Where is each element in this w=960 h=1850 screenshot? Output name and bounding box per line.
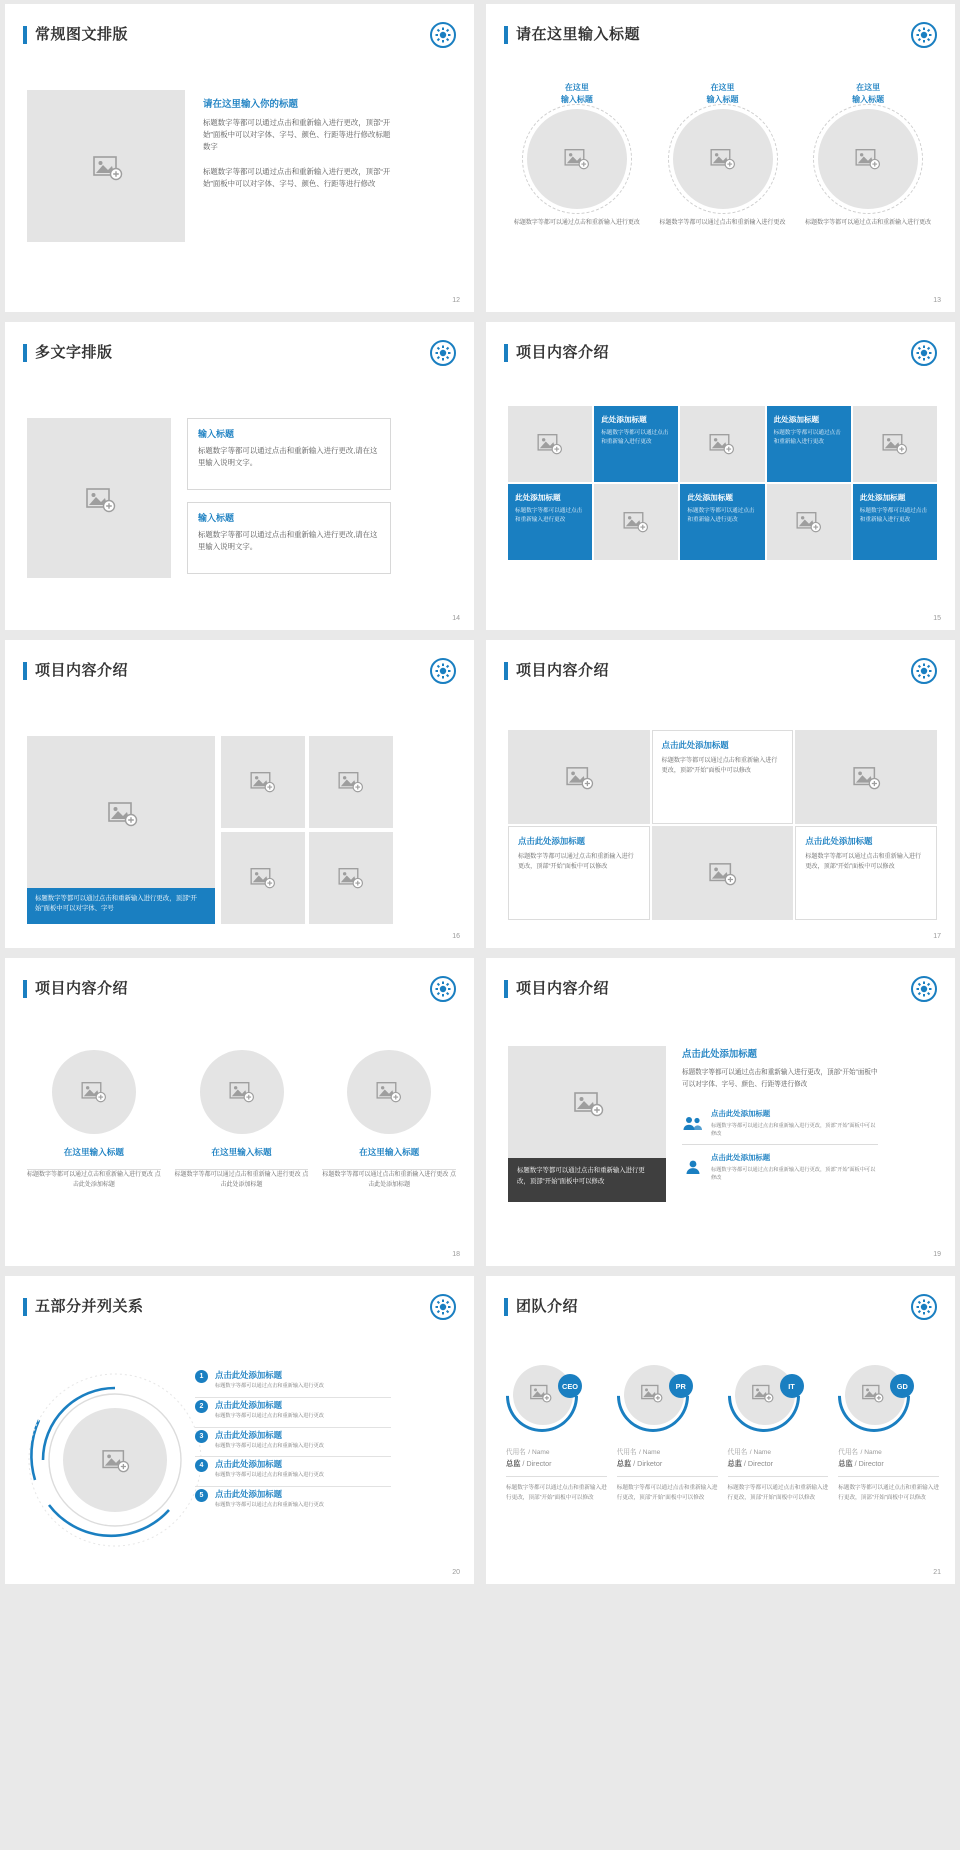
item-text: 标题数字等都可以通过点击和重新输入进行更改 点击此处添加标题	[322, 1172, 457, 1189]
list-item[interactable]	[195, 1368, 391, 1397]
circle-label: 在这里 输入标题	[560, 83, 593, 104]
member-role-cn: 总监	[616, 1459, 632, 1468]
team-member[interactable]	[838, 1360, 939, 1503]
paragraph: 标题数字等都可以通过点击和重新输入进行更改，顶部“开始”面板中可以对字体、字号、颜色、行距等进行修改	[682, 1069, 878, 1088]
role-badge: CEO	[558, 1374, 582, 1398]
member-role-en: Director	[858, 1459, 884, 1468]
image-icon	[93, 155, 119, 177]
image-placeholder[interactable]	[309, 736, 393, 828]
member-bio: 标题数字等都可以通过点击和重新输入进行更改，顶部“开始”面板中可以修改	[838, 1485, 939, 1501]
avatar[interactable]	[728, 1360, 800, 1432]
divider	[838, 1476, 939, 1477]
divider	[617, 1476, 718, 1477]
image-icon	[710, 148, 736, 170]
member-name	[728, 1446, 829, 1456]
mosaic-grid	[508, 730, 937, 920]
item-number: 3	[195, 1430, 208, 1443]
image-icon	[86, 487, 112, 509]
image-placeholder[interactable]	[508, 730, 650, 824]
logo-icon	[430, 658, 456, 684]
slide-header	[23, 1296, 456, 1330]
avatar[interactable]	[617, 1360, 689, 1432]
item-heading: 点击此处添加标题	[215, 1399, 282, 1410]
text-block	[682, 1046, 878, 1188]
image-placeholder[interactable]	[52, 1050, 136, 1134]
item-heading: 在这里输入标题	[63, 1147, 124, 1157]
image-icon	[623, 511, 649, 533]
logo-icon	[430, 22, 456, 48]
image-icon	[530, 1384, 556, 1406]
slide-header	[504, 1296, 937, 1330]
image-icon	[102, 1449, 128, 1471]
image-placeholder[interactable]	[221, 832, 305, 924]
logo-icon	[911, 1294, 937, 1320]
info-card[interactable]	[594, 406, 678, 482]
image-placeholder[interactable]	[818, 109, 918, 209]
info-card[interactable]	[853, 484, 937, 560]
content-heading: 请在这里输入你的标题	[203, 99, 299, 110]
image-icon	[709, 862, 735, 884]
role-badge: PR	[669, 1374, 693, 1398]
image-icon	[709, 433, 735, 455]
image-icon	[882, 433, 908, 455]
item-text: 标题数字等都可以通过点击和重新输入进行更改 点击此处添加标题	[174, 1172, 309, 1189]
image-placeholder[interactable]	[221, 736, 305, 828]
logo-icon	[911, 658, 937, 684]
text-block	[203, 96, 395, 202]
logo-icon	[430, 1294, 456, 1320]
image-icon	[250, 867, 276, 889]
member-name-en: / Name	[528, 1449, 550, 1456]
item-text: 标题数字等都可以通过点击和重新输入进行更改 点击此处添加标题	[27, 1172, 161, 1189]
card-heading: 此处添加标题	[601, 415, 647, 424]
page-number: 20	[452, 1569, 460, 1576]
item-number: 5	[195, 1489, 208, 1502]
member-name	[506, 1446, 607, 1456]
member-name-en: / Name	[860, 1449, 882, 1456]
circle-item[interactable]	[508, 82, 646, 229]
image-placeholder[interactable]	[347, 1050, 431, 1134]
role-badge: GD	[890, 1374, 914, 1398]
card-text: 标题数字等都可以通过点击和重新输入进行更改	[601, 430, 669, 445]
image-icon	[752, 1384, 778, 1406]
slide-header	[504, 24, 937, 58]
page-title: 多文字排版	[23, 342, 456, 364]
page-number: 12	[452, 297, 460, 304]
logo-icon	[911, 22, 937, 48]
circle-caption: 标题数字等都可以通过点击和重新输入进行更改	[805, 220, 932, 227]
item-heading: 点击此处添加标题	[711, 1108, 771, 1118]
image-icon	[853, 766, 879, 788]
member-role-cn: 总监	[727, 1459, 742, 1468]
image-icon	[229, 1081, 255, 1103]
team-row	[506, 1360, 939, 1503]
slide-12[interactable]	[5, 4, 474, 312]
item-heading: 点击此处添加标题	[711, 1152, 771, 1162]
team-member[interactable]	[617, 1360, 718, 1503]
member-name	[617, 1446, 718, 1456]
list-item[interactable]	[195, 1487, 391, 1516]
card-text: 标题数字等都可以通过点击和重新输入进行更改，顶部“开始”面板中可以修改	[661, 757, 778, 774]
slide-16[interactable]	[5, 640, 474, 948]
page-number: 13	[933, 297, 941, 304]
item-heading: 点击此处添加标题	[215, 1370, 282, 1380]
item-text: 标题数字等都可以通过点击和重新输入进行更改	[215, 1383, 324, 1389]
team-member[interactable]	[728, 1360, 829, 1503]
image-placeholder[interactable]	[200, 1050, 284, 1134]
member-role: 总监 / Director	[506, 1459, 552, 1468]
mosaic-grid	[508, 406, 937, 560]
slide-header	[23, 660, 456, 694]
page-number: 16	[452, 933, 460, 940]
divider	[506, 1476, 607, 1477]
page-number: 14	[452, 615, 460, 622]
card-text: 标题数字等都可以通过点击和重新输入进行更改	[859, 508, 927, 523]
caption-banner: 标题数字等都可以通过点击和重新输入进行更改，顶部“开始”面板中可以对字体、字号	[27, 888, 215, 924]
member-name-cn: 代用名	[616, 1449, 637, 1456]
circle-item[interactable]	[654, 82, 792, 229]
member-role-cn: 总监	[506, 1459, 521, 1468]
logo-icon	[911, 976, 937, 1002]
member-role: 总监 / Dirketor	[616, 1459, 663, 1468]
member-name	[838, 1446, 939, 1456]
image-icon	[338, 867, 364, 889]
card-heading: 输入标题	[198, 429, 235, 439]
item-heading: 点击此处添加标题	[215, 1429, 282, 1440]
image-icon	[564, 148, 590, 170]
card-heading: 此处添加标题	[859, 493, 906, 502]
member-bio: 标题数字等都可以通过点击和重新输入进行更改，顶部“开始”面板中可以修改	[616, 1485, 718, 1501]
image-placeholder[interactable]	[527, 109, 627, 209]
image-placeholder[interactable]	[27, 90, 185, 242]
image-icon	[862, 1384, 888, 1406]
slide-header	[23, 24, 456, 58]
image-icon	[108, 801, 134, 823]
circle-caption: 标题数字等都可以通过点击和重新输入进行更改	[659, 220, 786, 227]
image-icon	[641, 1384, 667, 1406]
circle-item[interactable]	[799, 82, 937, 229]
member-role-cn: 总监	[838, 1459, 853, 1468]
info-card[interactable]	[508, 484, 592, 560]
page-title: 项目内容介绍	[23, 978, 456, 1000]
circle-caption: 标题数字等都可以通过点击和重新输入进行更改	[513, 220, 640, 227]
page-title: 项目内容介绍	[504, 978, 937, 1000]
list-item[interactable]	[682, 1101, 878, 1145]
item-number: 2	[195, 1400, 208, 1413]
page-title: 常规图文排版	[23, 24, 456, 46]
image-icon	[855, 148, 881, 170]
image-icon	[338, 771, 364, 793]
item-number: 4	[195, 1459, 208, 1472]
list-item[interactable]	[195, 1457, 391, 1486]
avatar[interactable]	[506, 1360, 578, 1432]
divider	[728, 1476, 829, 1477]
item-heading: 在这里输入标题	[359, 1147, 420, 1157]
card-text: 标题数字等都可以通过点击和重新输入进行更改,请在这里输入说明文字。	[198, 446, 378, 468]
image-placeholder[interactable]	[673, 109, 773, 209]
card-text: 标题数字等都可以通过点击和重新输入进行更改	[773, 430, 841, 445]
card-text: 标题数字等都可以通过点击和重新输入进行更改，顶部“开始”面板中可以修改	[805, 853, 922, 870]
paragraph-2: 标题数字等都可以通过点击和重新输入进行更改，顶部“开始”面板中可以对字体、字号、颜色、行距等进行修改	[203, 166, 391, 188]
page-number: 18	[452, 1251, 460, 1258]
circle-row	[508, 82, 937, 229]
member-role: 总监 / Director	[838, 1459, 884, 1468]
image-placeholder[interactable]	[309, 832, 393, 924]
page-title: 团队介绍	[504, 1296, 937, 1318]
list-item[interactable]	[195, 1428, 391, 1457]
image-placeholder[interactable]	[63, 1408, 167, 1512]
slide-header	[504, 342, 937, 376]
image-placeholder[interactable]	[853, 406, 937, 482]
slide-18[interactable]	[5, 958, 474, 1266]
image-placeholder[interactable]	[652, 826, 794, 920]
member-role: 总监 / Director	[727, 1459, 774, 1468]
text-card[interactable]	[652, 730, 794, 824]
item-text: 标题数字等都可以通过点击和重新输入进行更改，顶部“开始”面板中可以修改	[711, 1166, 876, 1181]
slide-header	[23, 978, 456, 1012]
numbered-list	[195, 1368, 391, 1516]
card-heading: 此处添加标题	[773, 415, 820, 424]
role-badge: IT	[780, 1374, 804, 1398]
page-title: 五部分并列关系	[23, 1296, 456, 1318]
slide-header	[504, 660, 937, 694]
logo-icon	[911, 340, 937, 366]
member-name-cn: 代用名	[727, 1449, 748, 1456]
image-icon	[566, 766, 592, 788]
card-text: 标题数字等都可以通过点击和重新输入进行更改，顶部“开始”面板中可以修改	[518, 853, 634, 870]
circle-label: 在这里 输入标题	[852, 83, 885, 104]
info-card[interactable]	[767, 406, 851, 482]
paragraph-1: 标题数字等都可以通过点击和重新输入进行更改，顶部“开始”面板中可以对字体、字号、颜色、行距等进行修改标题数字	[203, 118, 391, 152]
page-title: 项目内容介绍	[23, 660, 456, 682]
image-icon	[537, 433, 563, 455]
user-icon	[682, 1152, 704, 1182]
image-placeholder[interactable]	[795, 730, 937, 824]
card-text: 标题数字等都可以通过点击和重新输入进行更改	[515, 508, 583, 523]
page-title: 请在这里输入标题	[504, 24, 937, 46]
page-number: 17	[933, 933, 941, 940]
item-text: 标题数字等都可以通过点击和重新输入进行更改	[215, 1412, 324, 1419]
concentric-arc-graphic	[19, 1360, 209, 1560]
card-heading: 输入标题	[198, 513, 235, 523]
users-icon	[682, 1108, 704, 1138]
card-text: 标题数字等都可以通过点击和重新输入进行更改	[687, 508, 755, 523]
circle-item[interactable]	[175, 1050, 309, 1190]
member-name-en: / Name	[749, 1449, 772, 1456]
slide-17[interactable]	[486, 640, 955, 948]
slide-19[interactable]	[486, 958, 955, 1266]
image-placeholder-main[interactable]	[27, 736, 215, 888]
item-text: 标题数字等都可以通过点击和重新输入进行更改，顶部“开始”面板中可以修改	[711, 1122, 876, 1137]
list-item[interactable]	[195, 1398, 391, 1427]
member-role-en: Dirketor	[637, 1459, 663, 1468]
item-text: 标题数字等都可以通过点击和重新输入进行更改	[215, 1472, 324, 1479]
image-placeholder[interactable]	[680, 406, 764, 482]
item-text: 标题数字等都可以通过点击和重新输入进行更改	[215, 1502, 324, 1509]
text-card[interactable]	[795, 826, 937, 920]
page-title: 项目内容介绍	[504, 342, 937, 364]
member-bio: 标题数字等都可以通过点击和重新输入进行更改，顶部“开始”面板中可以修改	[727, 1485, 829, 1501]
member-role-en: Director	[747, 1459, 774, 1468]
image-placeholder[interactable]	[27, 418, 171, 578]
card-heading: 点击此处添加标题	[661, 740, 729, 750]
member-role-en: Director	[526, 1459, 552, 1468]
image-icon	[376, 1081, 402, 1103]
card-heading: 点击此处添加标题	[518, 836, 585, 846]
image-icon	[250, 771, 276, 793]
list-item[interactable]	[682, 1145, 878, 1188]
item-number: 1	[195, 1370, 208, 1383]
info-card[interactable]	[680, 484, 764, 560]
content-heading: 点击此处添加标题	[682, 1048, 758, 1059]
member-name-cn: 代用名	[838, 1449, 859, 1456]
card-heading: 点击此处添加标题	[805, 836, 873, 846]
image-icon	[796, 511, 822, 533]
slide-21[interactable]	[486, 1276, 955, 1584]
image-placeholder[interactable]	[508, 1046, 666, 1158]
page-title: 项目内容介绍	[504, 660, 937, 682]
slide-15[interactable]	[486, 322, 955, 630]
item-heading: 点击此处添加标题	[215, 1459, 282, 1470]
page-number: 19	[933, 1251, 941, 1258]
item-heading: 在这里输入标题	[211, 1147, 272, 1157]
slide-13[interactable]	[486, 4, 955, 312]
caption-banner: 标题数字等都可以通过点击和重新输入进行更改，顶部“开始”面板中可以修改	[508, 1158, 666, 1202]
page-number: 21	[933, 1569, 941, 1576]
member-name-cn: 代用名	[506, 1449, 526, 1456]
circle-item[interactable]	[322, 1050, 456, 1190]
image-icon	[81, 1081, 107, 1103]
card-heading: 此处添加标题	[687, 493, 733, 502]
image-placeholder[interactable]	[508, 406, 592, 482]
slide-header	[504, 978, 937, 1012]
logo-icon	[430, 340, 456, 366]
slide-20[interactable]	[5, 1276, 474, 1584]
text-card[interactable]	[508, 826, 650, 920]
image-placeholder[interactable]	[594, 484, 678, 560]
card-text: 标题数字等都可以通过点击和重新输入进行更改,请在这里输入说明文字。	[198, 530, 378, 552]
circle-label: 在这里 输入标题	[706, 83, 739, 104]
team-member[interactable]	[506, 1360, 607, 1503]
image-icon	[574, 1091, 600, 1113]
image-placeholder[interactable]	[767, 484, 851, 560]
text-card[interactable]	[187, 418, 391, 490]
item-heading: 点击此处添加标题	[215, 1489, 282, 1500]
avatar[interactable]	[838, 1360, 910, 1432]
member-bio: 标题数字等都可以通过点击和重新输入进行更改，顶部“开始”面板中可以修改	[506, 1485, 607, 1501]
slide-header	[23, 342, 456, 376]
member-name-en: / Name	[639, 1449, 661, 1456]
logo-icon	[430, 976, 456, 1002]
page-number: 15	[933, 615, 941, 622]
slide-14[interactable]	[5, 322, 474, 630]
item-text: 标题数字等都可以通过点击和重新输入进行更改	[215, 1442, 324, 1449]
circle-item[interactable]	[27, 1050, 161, 1190]
circle-row	[27, 1050, 456, 1190]
text-card[interactable]	[187, 502, 391, 574]
card-heading: 此处添加标题	[515, 493, 561, 502]
